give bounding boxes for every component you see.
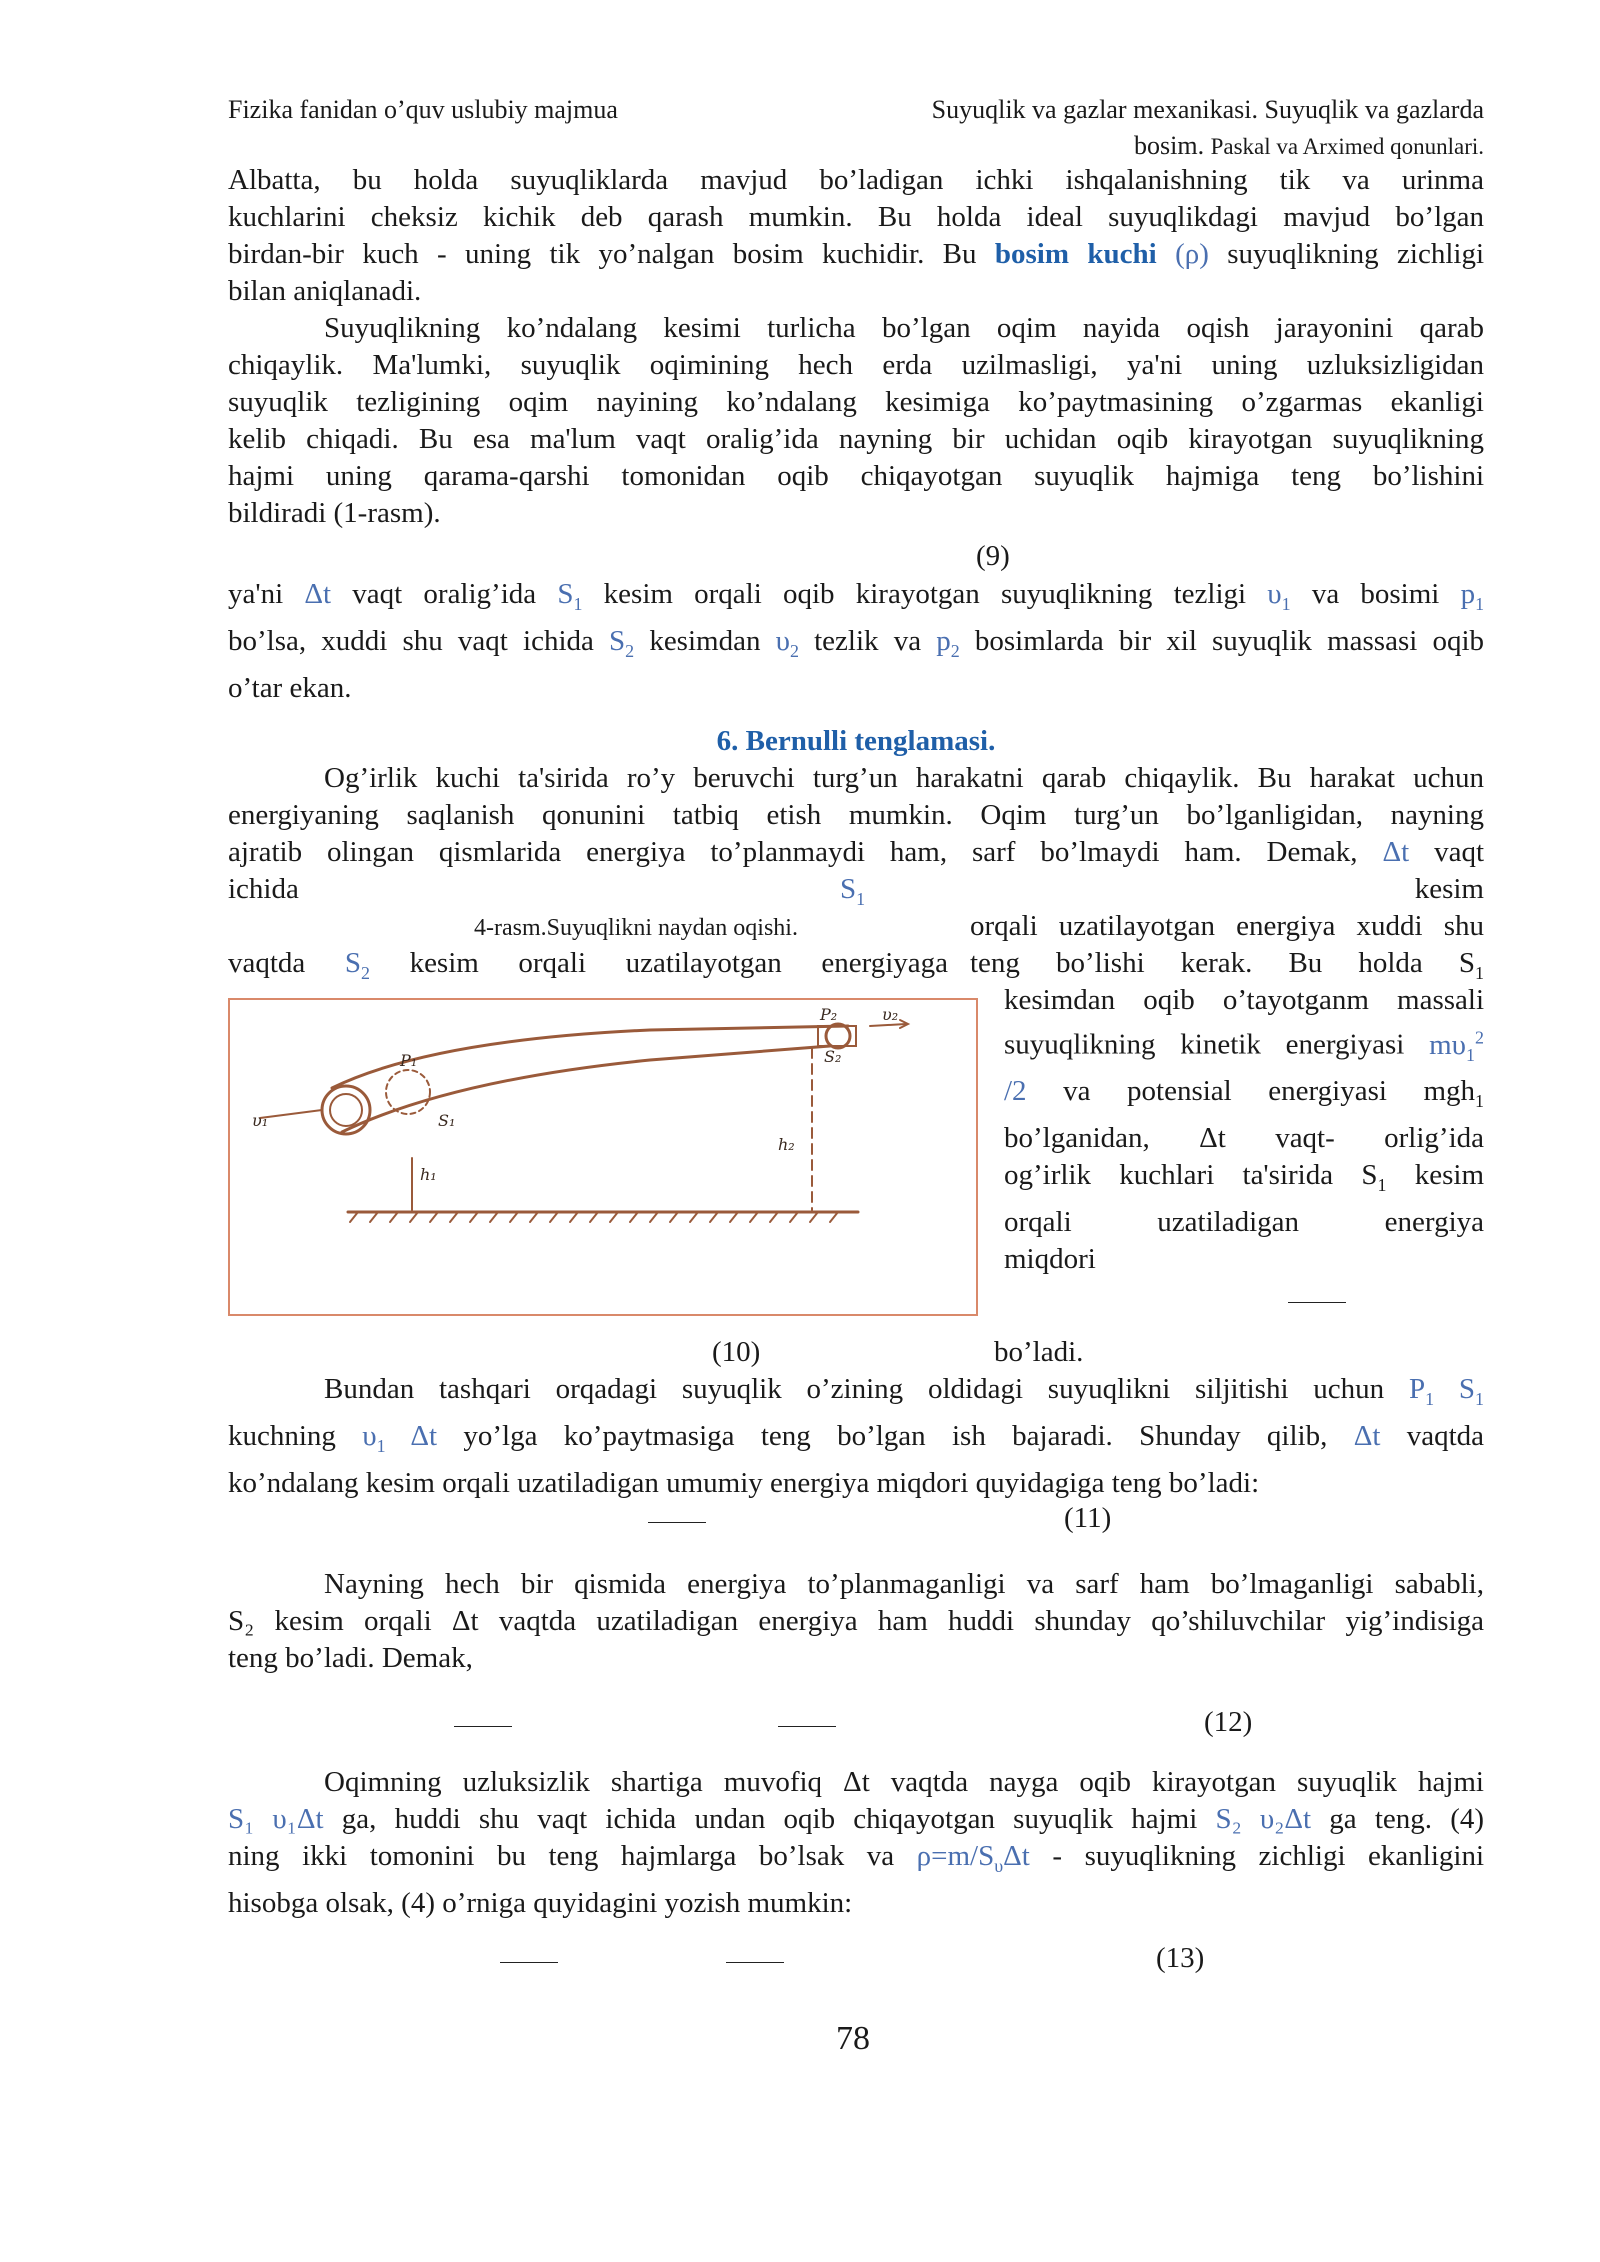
text-line: o’tar ekan. [228,671,352,704]
paragraph-5 [228,1371,1484,1502]
text-line [228,576,1484,623]
symbol-s: S [1458,1373,1476,1405]
header-right-line2-b: Paskal va Arximed qonunlari. [1210,134,1484,159]
header-left: Fizika fanidan o’quv uslubiy majmua [228,95,618,124]
text-line: suyuqlik tezligining oqim nayining ko’ndalang kesimiga ko’paytmasining o’zgarmas ekanligi [228,386,1484,418]
text-line: bo’lganidan, Δt vaqt- orlig’ida [1004,1122,1484,1155]
text-line: teng bo’ladi. Demak, [228,1642,473,1674]
text-line: /2 va potensial energiyasi mgh$_1$ [1004,1075,1484,1112]
fraction-bar [500,1962,558,1963]
expr-dt: Δt [1003,1840,1030,1872]
text-line: kuchlarini cheksiz kichik deb qarash mumkin. Bu holda ideal suyuqlikdagi mavjud bo’lgan [228,201,1484,233]
text-span: ning ikki tomonini bu teng hajmlarga bo’lsak va [228,1840,895,1872]
text-span: ga, huddi shu vaqt ichida undan oqib chiqayotgan suyuqlik hajmi [341,1803,1198,1835]
text-span: - suyuqlikning zichligi ekanligini [1052,1840,1485,1872]
symbol-v: υ [362,1419,377,1452]
text-span: kuchning [228,1419,336,1452]
fraction-bar [1288,1302,1346,1303]
pipe-diagram [230,1000,976,1314]
header-right-line2-a: bosim. [1134,131,1205,160]
equation-number-9: (9) [976,540,1010,572]
figure-pipe-flow [228,998,978,1316]
cross-section-s1-inner [330,1094,362,1126]
text-line: Albatta, bu holda suyuqliklarda mavjud bo’ladigan ichki ishqalanishning tik va urinma [228,164,1484,196]
fraction-bar [648,1522,706,1523]
symbol-v: υ [775,624,790,657]
symbol-dt: Δt [1382,836,1410,868]
paragraph-4 [228,760,1484,871]
symbol-v2: $\upsilon_2$ [775,624,799,661]
expr-volume-2: S₂ υ₂Δt [1215,1803,1312,1835]
text-line: Suyuqlikning ko’ndalang kesimi turlicha bo’lgan oqim nayida oqish jarayonini qarab [324,312,1484,344]
label-p1: P₁ [400,1051,418,1070]
symbol-p: p [936,624,951,657]
equation-number-11: (11) [1064,1502,1112,1534]
text-span: bosimlarda bir xil suyuqlik massasi oqib [974,624,1485,657]
page-number: 78 [836,2020,870,2057]
paragraph-6 [228,1566,1484,1677]
text-span: ajratib olingan qismlarida energiya to’planmaydi ham, sarf bo’lmaydi ham. Demak, [228,836,1358,868]
header-right-line1: Suyuqlik va gazlar mexanikasi. Suyuqlik va gazlarda [931,95,1484,124]
expr-half: /2 [1004,1075,1027,1108]
equation-number-12: (12) [1204,1706,1253,1738]
text-line [228,236,1484,273]
label-p2: P₂ [820,1005,838,1024]
equation-number-10: (10) [712,1336,761,1368]
text-line [1004,1019,1484,1073]
label-s1: S₁ [438,1111,456,1130]
symbol-s: S [557,578,574,610]
text-span: ichida [228,873,299,905]
text-span: vaqt oralig’ida [352,578,537,610]
symbol-v1: $\upsilon_1$ [1267,578,1291,614]
symbol-p: p [1460,578,1476,610]
text-span: teng bo’lishi kerak. Bu holda S [970,947,1476,979]
paragraph-2 [228,310,1484,532]
symbol-s: S [609,624,626,657]
text-span: Bundan tashqari orqadagi suyuqlik o’zining oldidagi suyuqlikni siljitishi uchun [324,1373,1385,1405]
text-line [228,1838,1484,1885]
document-page [228,0,1484,2262]
symbol-p1: $P_1$ [1408,1373,1435,1409]
text-line: chiqaylik. Ma'lumki, suyuqlik oqimining hech erda uzilmasligi, ya'ni uning uzluksizligidan [228,349,1484,381]
text-line [228,945,948,992]
text-line: energiyaning saqlanish qonunini tatbiq etish mumkin. Oqim turg’un bo’lganligidan, nayning [228,799,1484,831]
fraction-bar [778,1726,836,1727]
text-line: teng bo’lishi kerak. Bu holda $S_1$ [970,947,1484,983]
expr-density: $\rho=m/S_\upsilon\Delta t$ [916,1840,1030,1876]
paragraph-1 [228,162,1484,310]
label-h2: h₂ [778,1135,795,1154]
text-line: orqali uzatilayotgan energiya xuddi shu [970,910,1484,942]
text-span: vaqtda [1406,1419,1485,1452]
label-s2: S₂ [824,1047,842,1066]
figure-caption: 4-rasm.Suyuqlikni naydan oqishi. [474,915,798,941]
text-line: Og’irlik kuchi ta'sirida ro’y beruvchi turg’un harakatni qarab chiqaylik. Bu harakat uchun [324,762,1484,794]
arrow-v1 [260,1110,322,1118]
expr-kinetic: $m\upsilon_1^2$ [1429,1027,1485,1065]
label-v1: υ₁ [252,1111,269,1130]
text-span: suyuqlikning kinetik energiyasi [1004,1028,1405,1061]
text-line: S₂ kesim orqali Δt vaqtda uzatiladigan energiya ham huddi shunday qo’shiluvchilar yig’indisiga [228,1605,1484,1637]
symbol-rho: (ρ) [1175,238,1209,270]
symbol-s1: $S_1$ [840,873,866,909]
text-line: Oqimning uzluksizlik shartiga muvofiq Δt vaqtda nayga oqib kirayotgan suyuqlik hajmi [324,1766,1484,1798]
text-line: hajmi uning qarama-qarshi tomonidan oqib chiqayotgan suyuqlik hajmiga teng bo’lishini [228,460,1484,492]
text-span: va bosimi [1311,578,1440,610]
label-h1: h₁ [420,1165,437,1184]
fraction-bar [454,1726,512,1727]
text-line: kesimdan oqib o’tayotganm massali [1004,984,1484,1016]
symbol-dt: Δt [304,578,332,610]
text-line [228,834,1484,871]
text-span: yo’lga ko’paytmasiga teng bo’lgan ish bajaradi. Shunday qilib, [463,1419,1328,1452]
symbol-p: P [1408,1373,1426,1405]
text-span: bo’lsa, xuddi shu vaqt ichida [228,624,594,657]
text-span: kesim orqali oqib kirayotgan suyuqlikning tezligi [603,578,1247,610]
equation-number-13: (13) [1156,1942,1205,1974]
label-v2: υ₂ [882,1005,899,1024]
text-line: Nayning hech bir qismida energiya to’planmaganligi va sarf ham bo’lmaganligi sababli, [324,1568,1484,1600]
text-line: bildiradi (1-rasm). [228,497,441,529]
symbol-v1: $\upsilon_1$ [362,1419,386,1456]
eq10-text: bo’ladi. [994,1336,1084,1368]
term-highlight: bosim kuchi [994,238,1157,270]
text-line: kelib chiqadi. Bu esa ma'lum vaqt oralig’ida nayning bir uchidan oqib kirayotgan suyuqlikning [228,423,1484,455]
symbol-v: υ [1267,578,1282,610]
text-span: ya'ni [228,578,284,610]
fraction-bar [726,1962,784,1963]
text-span: kesim [1414,873,1484,905]
text-span: va potensial energiyasi mgh [1063,1075,1476,1108]
text-line: miqdori [1004,1243,1096,1276]
text-line: orqali uzatiladigan energiya [1004,1206,1484,1239]
expr-rho: ρ=m/S [916,1840,995,1872]
text-span: ga teng. (4) [1329,1803,1485,1835]
text-line [228,623,1484,670]
text-span: kesim [1414,1159,1485,1192]
text-span: vaqtda [228,947,306,979]
text-line: bilan aniqlanadi. [228,275,422,307]
text-span: kesimdan [649,624,761,657]
symbol-s: S [840,873,857,905]
text-span: kesim orqali uzatilayotgan energiyaga [409,947,949,979]
text-span: birdan-bir kuch - uning tik yo’nalgan bosim kuchidir. Bu [228,238,977,270]
text-line [228,1801,1484,1838]
paragraph-3 [228,576,1484,707]
figure-side-text [1004,982,1484,1278]
text-line [228,1418,1484,1465]
symbol-p1: $p_1$ [1460,578,1485,614]
text-line: og’irlik kuchlari ta'sirida $S_1$ kesim [1004,1159,1485,1196]
symbol-dt: Δt [1353,1419,1381,1452]
symbol-p2: $p_2$ [936,624,960,661]
expr-volume-1: S₁ υ₁Δt [228,1803,324,1835]
arrow-v2 [870,1024,906,1026]
expr-mv: mυ [1429,1028,1467,1061]
paragraph-7 [228,1764,1484,1922]
header-right-line2 [1134,128,1484,165]
text-line: hisobga olsak, (4) o’rniga quyidagini yozish mumkin: [228,1886,853,1919]
text-span: suyuqlikning zichligi [1227,238,1485,270]
text-line: ko’ndalang kesim orqali uzatiladigan umumiy energiya miqdori quyidagiga teng bo’ladi: [228,1466,1260,1499]
text-line [228,1371,1484,1418]
text-span: og’irlik kuchlari ta'sirida S [1004,1159,1378,1192]
symbol-s2: $S_2$ [609,624,635,661]
text-span: vaqt [1434,836,1485,868]
symbol-s: S [344,947,362,979]
symbol-s1: $S_1$ [557,578,583,614]
section-title: 6. Bernulli tenglamasi. [716,725,996,757]
symbol-s2: $S_2$ [344,947,370,983]
text-span: tezlik va [814,624,922,657]
symbol-dt: Δt [410,1419,438,1452]
symbol-s1: $S_1$ [1458,1373,1485,1409]
